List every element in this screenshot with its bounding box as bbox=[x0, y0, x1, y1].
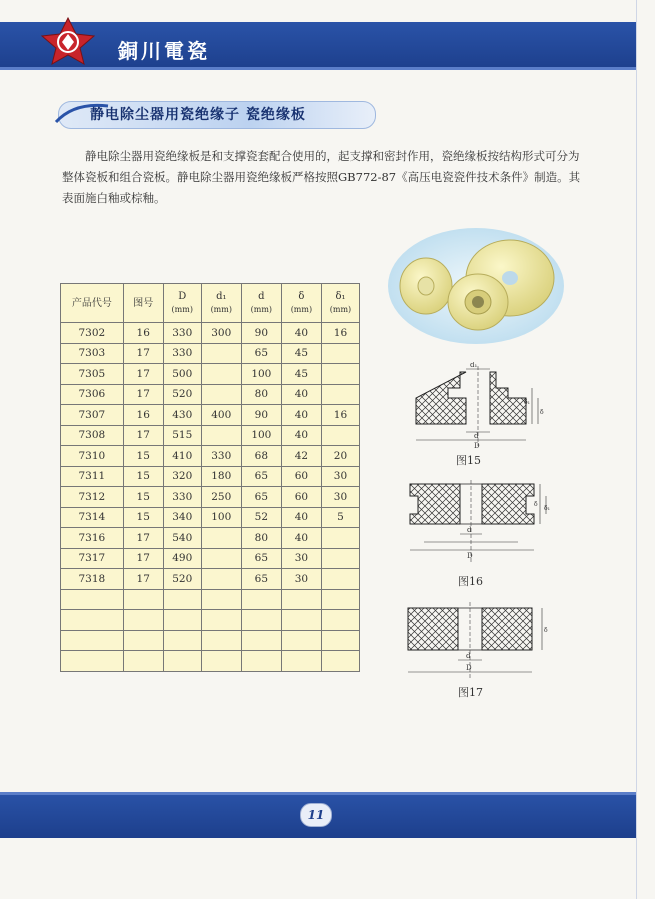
table-cell: 7312 bbox=[61, 487, 124, 508]
table-cell bbox=[201, 548, 241, 569]
table-cell: 40 bbox=[281, 425, 321, 446]
table-cell: 16 bbox=[321, 405, 359, 426]
table-cell: 330 bbox=[163, 343, 201, 364]
fig16-d-label: d bbox=[467, 526, 472, 534]
table-cell bbox=[321, 528, 359, 549]
table-row bbox=[61, 323, 360, 344]
fig15-D-label: D bbox=[474, 442, 480, 450]
table-cell: 15 bbox=[123, 446, 163, 467]
table-cell: 330 bbox=[163, 487, 201, 508]
header-delta: δ (mm) bbox=[281, 284, 321, 323]
table-cell: 30 bbox=[321, 466, 359, 487]
table-cell bbox=[201, 343, 241, 364]
table-row bbox=[61, 569, 360, 590]
table-row bbox=[61, 384, 360, 405]
table-cell bbox=[321, 651, 359, 672]
table-cell bbox=[201, 589, 241, 610]
fig16-D-label: D bbox=[467, 552, 473, 560]
table-cell bbox=[201, 384, 241, 405]
table-cell: 65 bbox=[241, 466, 281, 487]
table-cell bbox=[321, 364, 359, 385]
table-cell: 7303 bbox=[61, 343, 124, 364]
table-cell: 7307 bbox=[61, 405, 124, 426]
table-cell bbox=[61, 630, 124, 651]
table-cell: 7308 bbox=[61, 425, 124, 446]
table-cell: 7314 bbox=[61, 507, 124, 528]
fig16-delta-label: δ bbox=[534, 501, 538, 508]
table-row bbox=[61, 446, 360, 467]
table-cell: 15 bbox=[123, 466, 163, 487]
table-cell bbox=[61, 651, 124, 672]
table-cell bbox=[201, 630, 241, 651]
table-cell: 40 bbox=[281, 528, 321, 549]
table-cell bbox=[321, 569, 359, 590]
table-cell bbox=[241, 630, 281, 651]
table-cell: 60 bbox=[281, 466, 321, 487]
table-cell bbox=[321, 425, 359, 446]
table-row bbox=[61, 507, 360, 528]
table-cell bbox=[201, 425, 241, 446]
table-row bbox=[61, 589, 360, 610]
table-cell: 40 bbox=[281, 405, 321, 426]
table-cell: 100 bbox=[241, 425, 281, 446]
table-row bbox=[61, 343, 360, 364]
table-cell: 340 bbox=[163, 507, 201, 528]
table-cell: 40 bbox=[281, 384, 321, 405]
table-cell: 500 bbox=[163, 364, 201, 385]
table-cell: 80 bbox=[241, 384, 281, 405]
table-cell: 90 bbox=[241, 405, 281, 426]
header-d: d (mm) bbox=[241, 284, 281, 323]
table-cell: 7317 bbox=[61, 548, 124, 569]
fig15-d-label: d bbox=[474, 432, 479, 440]
fig16-delta1-label: δ₁ bbox=[544, 505, 551, 512]
table-cell: 30 bbox=[281, 548, 321, 569]
table-cell: 80 bbox=[241, 528, 281, 549]
spec-table bbox=[60, 283, 360, 672]
table-cell: 40 bbox=[281, 507, 321, 528]
table-cell: 515 bbox=[163, 425, 201, 446]
table-cell bbox=[201, 651, 241, 672]
table-cell bbox=[321, 610, 359, 631]
table-row bbox=[61, 487, 360, 508]
table-cell: 490 bbox=[163, 548, 201, 569]
table-row bbox=[61, 528, 360, 549]
table-cell: 520 bbox=[163, 384, 201, 405]
table-cell: 17 bbox=[123, 548, 163, 569]
figure-15-label: 图15 bbox=[456, 454, 481, 467]
table-cell: 15 bbox=[123, 507, 163, 528]
header-figure-no: 图号 bbox=[123, 284, 163, 323]
table-cell: 7310 bbox=[61, 446, 124, 467]
table-cell: 60 bbox=[281, 487, 321, 508]
table-row bbox=[61, 364, 360, 385]
table-cell: 250 bbox=[201, 487, 241, 508]
fig17-d-label: d bbox=[466, 652, 471, 660]
table-cell: 45 bbox=[281, 343, 321, 364]
table-cell: 65 bbox=[241, 569, 281, 590]
table-cell: 7306 bbox=[61, 384, 124, 405]
table-cell bbox=[281, 589, 321, 610]
table-cell: 30 bbox=[321, 487, 359, 508]
table-cell: 7316 bbox=[61, 528, 124, 549]
table-cell: 52 bbox=[241, 507, 281, 528]
table-cell: 17 bbox=[123, 364, 163, 385]
table-cell: 430 bbox=[163, 405, 201, 426]
brand-name: 銅川電瓷 bbox=[118, 39, 210, 63]
table-row bbox=[61, 466, 360, 487]
table-cell: 520 bbox=[163, 569, 201, 590]
figure-16-label: 图16 bbox=[458, 575, 483, 588]
table-cell: 100 bbox=[241, 364, 281, 385]
table-cell: 330 bbox=[163, 323, 201, 344]
table-cell bbox=[163, 610, 201, 631]
fig15-d1-label: d₁ bbox=[470, 362, 478, 369]
table-cell bbox=[321, 589, 359, 610]
table-cell bbox=[61, 589, 124, 610]
table-cell: 330 bbox=[201, 446, 241, 467]
table-cell: 15 bbox=[123, 487, 163, 508]
table-cell bbox=[123, 589, 163, 610]
table-cell bbox=[281, 651, 321, 672]
table-cell: 16 bbox=[321, 323, 359, 344]
table-cell bbox=[321, 384, 359, 405]
header-product-code: 产品代号 bbox=[61, 284, 124, 323]
table-cell: 7311 bbox=[61, 466, 124, 487]
section-title: 静电除尘器用瓷绝缘子 瓷绝缘板 bbox=[90, 107, 306, 123]
table-cell: 17 bbox=[123, 343, 163, 364]
page-number: 11 bbox=[300, 803, 332, 827]
table-cell bbox=[123, 651, 163, 672]
fig15-delta1-label: δ₁ bbox=[524, 399, 531, 406]
table-cell: 17 bbox=[123, 425, 163, 446]
table-row bbox=[61, 548, 360, 569]
table-header-row bbox=[61, 284, 360, 323]
fig15-delta-label: δ bbox=[540, 409, 544, 416]
table-row bbox=[61, 651, 360, 672]
table-row bbox=[61, 610, 360, 631]
table-row bbox=[61, 425, 360, 446]
table-cell: 7305 bbox=[61, 364, 124, 385]
table-cell: 17 bbox=[123, 528, 163, 549]
table-cell: 7318 bbox=[61, 569, 124, 590]
table-cell: 30 bbox=[281, 569, 321, 590]
table-cell bbox=[281, 630, 321, 651]
table-cell bbox=[241, 589, 281, 610]
table-cell bbox=[321, 343, 359, 364]
table-cell: 16 bbox=[123, 323, 163, 344]
table-cell: 65 bbox=[241, 487, 281, 508]
table-cell bbox=[201, 364, 241, 385]
table-cell: 45 bbox=[281, 364, 321, 385]
table-cell bbox=[163, 630, 201, 651]
table-cell bbox=[281, 610, 321, 631]
table-cell: 65 bbox=[241, 548, 281, 569]
table-cell bbox=[163, 651, 201, 672]
figure-17-label: 图17 bbox=[458, 686, 483, 699]
company-logo-icon bbox=[38, 14, 98, 66]
table-cell: 16 bbox=[123, 405, 163, 426]
header-D: D (mm) bbox=[163, 284, 201, 323]
table-cell: 180 bbox=[201, 466, 241, 487]
table-cell: 20 bbox=[321, 446, 359, 467]
product-photo bbox=[386, 224, 566, 346]
table-cell: 40 bbox=[281, 323, 321, 344]
table-cell: 65 bbox=[241, 343, 281, 364]
table-cell bbox=[201, 610, 241, 631]
table-cell bbox=[123, 630, 163, 651]
figure-17-drawing bbox=[404, 600, 554, 684]
table-cell: 410 bbox=[163, 446, 201, 467]
table-cell: 320 bbox=[163, 466, 201, 487]
table-cell: 68 bbox=[241, 446, 281, 467]
table-row bbox=[61, 405, 360, 426]
table-cell: 100 bbox=[201, 507, 241, 528]
table-cell bbox=[163, 589, 201, 610]
header-d1: d₁ (mm) bbox=[201, 284, 241, 323]
header-delta1: δ₁ (mm) bbox=[321, 284, 359, 323]
table-cell: 90 bbox=[241, 323, 281, 344]
table-cell: 42 bbox=[281, 446, 321, 467]
table-cell: 400 bbox=[201, 405, 241, 426]
table-cell: 300 bbox=[201, 323, 241, 344]
table-cell bbox=[241, 651, 281, 672]
table-cell bbox=[123, 610, 163, 631]
table-cell: 5 bbox=[321, 507, 359, 528]
table-cell: 17 bbox=[123, 569, 163, 590]
table-cell bbox=[241, 610, 281, 631]
table-row bbox=[61, 630, 360, 651]
table-cell bbox=[321, 630, 359, 651]
table-cell bbox=[61, 610, 124, 631]
table-cell: 540 bbox=[163, 528, 201, 549]
fig17-delta-label: δ bbox=[544, 627, 548, 634]
fig17-D-label: D bbox=[466, 664, 472, 672]
table-cell bbox=[321, 548, 359, 569]
figure-16-drawing bbox=[404, 478, 554, 568]
page-edge-line bbox=[636, 0, 637, 899]
table-cell: 7302 bbox=[61, 323, 124, 344]
intro-paragraph: 静电除尘器用瓷绝缘板是和支撑瓷套配合使用的，起支撑和密封作用，瓷绝缘板按结构形式可分为整体瓷板和组合瓷板。静电除尘器用瓷绝缘板严格按照GB772-87《高压电瓷瓷件技术条件》制造。其表面施白釉或棕釉。 bbox=[62, 149, 581, 205]
figure-15-drawing bbox=[408, 362, 548, 452]
table-cell: 17 bbox=[123, 384, 163, 405]
table-cell bbox=[201, 528, 241, 549]
table-cell bbox=[201, 569, 241, 590]
